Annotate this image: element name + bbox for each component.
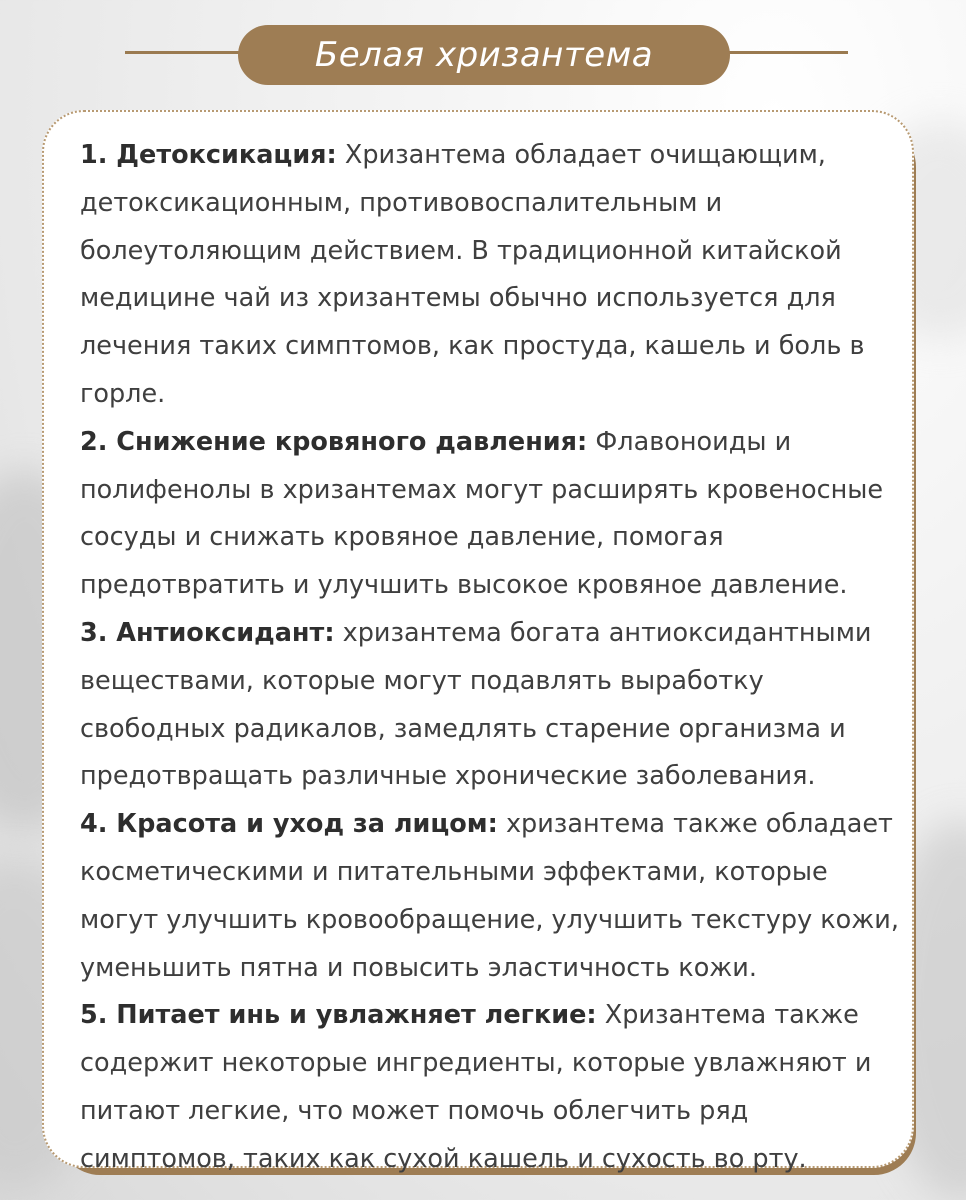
- benefit-heading: 4. Красота и уход за лицом:: [80, 809, 498, 840]
- benefit-item: [80, 992, 900, 1183]
- title-banner: [238, 25, 730, 85]
- benefit-item: [80, 132, 900, 419]
- benefit-text: Флавоноиды и полифенолы в хризантемах могут расширять кровеносные сосуды и снижать кровяное давление, помогая предотвратить и улучшить высокое кровяное давление.: [80, 426, 884, 601]
- benefit-heading: 5. Питает инь и увлажняет легкие:: [80, 1000, 597, 1031]
- benefit-heading: 3. Антиоксидант:: [80, 617, 335, 648]
- benefits-list: [80, 132, 900, 1184]
- benefit-item: [80, 610, 900, 801]
- benefit-heading: 2. Снижение кровяного давления:: [80, 426, 588, 457]
- benefit-item: [80, 419, 900, 610]
- benefit-item: [80, 801, 900, 992]
- benefit-text: хризантема также обладает косметическими и питательными эффектами, которые могут улучшить кровообращение, улучшить текстуру кожи, уменьшить пятна и повысить эластичность кожи.: [80, 809, 899, 983]
- benefit-heading: 1. Детоксикация:: [80, 140, 337, 170]
- benefit-text: Хризантема также содержит некоторые ингредиенты, которые увлажняют и питают легкие, что может помочь облегчить ряд симптомов, таких как сухой кашель и сухость во рту.: [80, 1000, 872, 1174]
- benefit-text: хризантема богата антиоксидантными веществами, которые могут подавлять выработку свободных радикалов, замедлять старение организма и предотвращать различные хронические заболевания.: [80, 617, 872, 792]
- page-title: Белая хризантема: [314, 35, 654, 75]
- benefit-text: Хризантема обладает очищающим, детоксикационным, противовоспалительным и болеутоляющим действием. В традиционной китайской медицине чай из хризантемы обычно используется для лечения таких симптомов, как простуда, кашель и боль в горле.: [80, 140, 865, 409]
- title-divider-right: [718, 51, 848, 54]
- title-divider-left: [125, 51, 255, 54]
